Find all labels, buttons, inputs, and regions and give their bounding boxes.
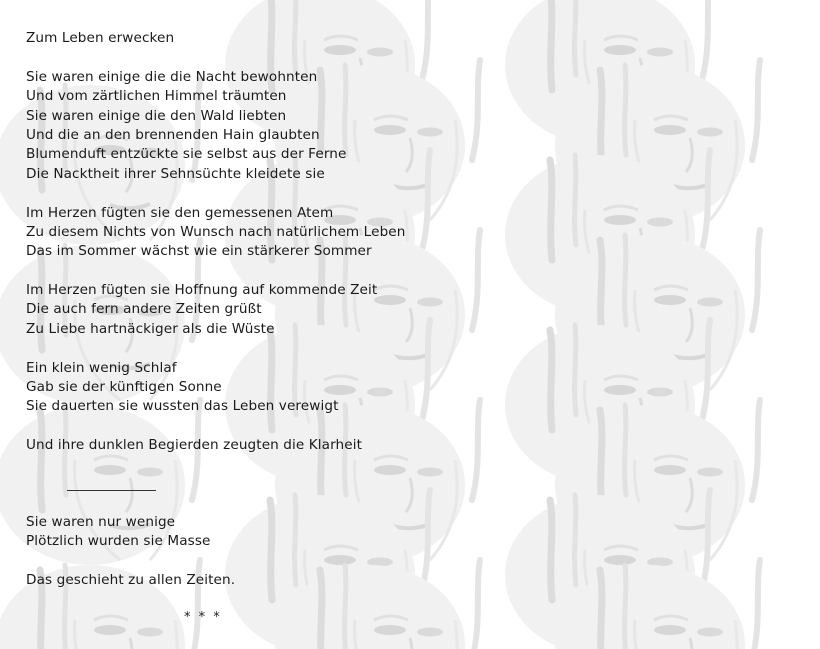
poem-line: Und vom zärtlichen Himmel träumten — [26, 88, 287, 105]
poem-line: Die Nacktheit ihrer Sehnsüchte kleidete sie — [26, 165, 325, 182]
poem-line: Ein klein wenig Schlaf — [26, 359, 177, 376]
section-end-stars: * * * — [184, 610, 222, 625]
poem-line: Im Herzen fügten sie den gemessenen Atem — [26, 204, 334, 221]
poem-line: Zu diesem Nichts von Wunsch nach natürlichem Leben — [26, 223, 406, 240]
poem-line: Und die an den brennenden Hain glaubten — [26, 126, 320, 143]
stanza-gap — [26, 262, 406, 281]
poem-line: Sie waren einige die die Nacht bewohnten — [26, 68, 318, 85]
poem-epilogue — [26, 513, 235, 591]
poem-line: Die auch fern andere Zeiten grüßt — [26, 301, 262, 318]
stanza-gap — [26, 48, 406, 67]
poem-line: Das geschieht zu allen Zeiten. — [26, 572, 236, 589]
poem-line: Sie dauerten sie wussten das Leben verewigt — [26, 398, 339, 415]
poem-line: Sie waren nur wenige — [26, 514, 176, 530]
poem-line: Blumenduft entzückte sie selbst aus der Ferne — [26, 146, 347, 163]
poem-line: Gab sie der künftigen Sonne — [26, 379, 222, 396]
poem-line: Zu Liebe hartnäckiger als die Wüste — [26, 320, 275, 337]
stanza-gap — [26, 552, 235, 571]
stanza-gap — [26, 417, 406, 436]
poem-main — [26, 29, 406, 456]
poem-line: Das im Sommer wächst wie ein stärkerer Sommer — [26, 243, 372, 260]
stanza-gap — [26, 339, 406, 358]
poem-line: Im Herzen fügten sie Hoffnung auf kommende Zeit — [26, 282, 378, 299]
stanza-gap — [26, 184, 406, 203]
divider-line — [67, 490, 156, 491]
poem-line: Plötzlich wurden sie Masse — [26, 533, 211, 550]
poem-line: Sie waren einige die den Wald liebten — [26, 107, 287, 124]
poem-title: Zum Leben erwecken — [26, 30, 175, 46]
poem-line: Und ihre dunklen Begierden zeugten die Klarheit — [26, 437, 363, 454]
